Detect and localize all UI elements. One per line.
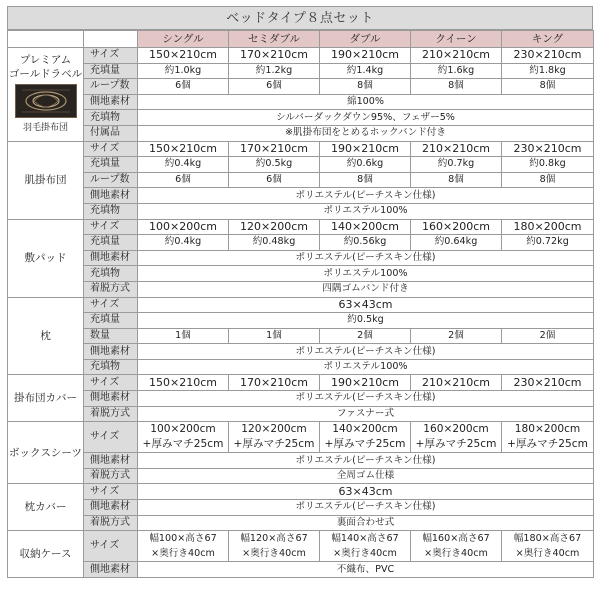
cover-size-double: 190×210cm — [320, 375, 411, 391]
attr-side-material: 側地素材 — [84, 500, 138, 516]
attr-fastening: 着脱方式 — [84, 515, 138, 531]
duvet-fill-single: 約1.0kg — [138, 63, 229, 79]
duvet-size-single: 150×210cm — [138, 48, 229, 64]
light-duvet-loops-double: 8個 — [320, 172, 411, 188]
attr-size: サイズ — [84, 484, 138, 500]
sheet-size-row — [8, 422, 594, 453]
pad-fill-row — [8, 235, 594, 251]
sheet-size-line2: +厚みマチ25cm — [142, 438, 224, 451]
attr-fill-amount: 充填量 — [84, 157, 138, 173]
pillow-cover-side-row — [8, 500, 594, 516]
pillow-cover-fastening-row — [8, 515, 594, 531]
attr-fill-amount: 充填量 — [84, 313, 138, 329]
header-blank-2 — [84, 31, 138, 48]
case-size-line2: ×奥行き40cm — [333, 548, 397, 560]
attr-loops: ループ数 — [84, 79, 138, 95]
duvet-loops-semi-double: 6個 — [229, 79, 320, 95]
attr-filling: 充填物 — [84, 110, 138, 126]
light-duvet-filling-value: ポリエステル100% — [138, 203, 594, 219]
brand-line-2: ゴールドラベル — [8, 68, 83, 81]
column-king: キング — [502, 31, 594, 48]
column-semi-double: セミダブル — [229, 31, 320, 48]
attr-fill-amount: 充填量 — [84, 63, 138, 79]
sheet-size-double — [320, 422, 411, 453]
pillow-cover-size-row — [8, 484, 594, 500]
pad-side-value: ポリエステル(ピーチスキン仕様) — [138, 250, 594, 266]
pad-size-semi-double: 120×200cm — [229, 219, 320, 235]
sheet-size-line1: 120×200cm — [241, 423, 307, 436]
sheet-fastening-value: 全周ゴム仕様 — [138, 468, 594, 484]
pillow-qty-king: 2個 — [502, 328, 594, 344]
case-size-king — [502, 531, 594, 562]
attr-size: サイズ — [84, 219, 138, 235]
attr-loops: ループ数 — [84, 172, 138, 188]
duvet-size-double: 190×210cm — [320, 48, 411, 64]
category-light-duvet: 肌掛布団 — [8, 141, 84, 219]
attr-fill-amount: 充填量 — [84, 235, 138, 251]
light-duvet-fill-queen: 約0.7kg — [411, 157, 502, 173]
spec-table — [7, 30, 594, 578]
column-queen: クイーン — [411, 31, 502, 48]
case-size-line2: ×奥行き40cm — [515, 548, 580, 560]
case-size-semi-double — [229, 531, 320, 562]
case-size-line1: 幅120×高さ67 — [240, 533, 308, 545]
pad-size-queen: 160×200cm — [411, 219, 502, 235]
duvet-fill-semi-double: 約1.2kg — [229, 63, 320, 79]
pillow-fill-value: 約0.5kg — [138, 313, 594, 329]
duvet-accessory-value: ※肌掛布団をとめるホックバンド付き — [138, 125, 594, 141]
cover-size-row — [8, 375, 594, 391]
duvet-side-value: 綿100% — [138, 94, 594, 110]
attr-size: サイズ — [84, 375, 138, 391]
case-side-value: 不織布、PVC — [138, 562, 594, 578]
case-side-row — [8, 562, 594, 578]
case-size-single — [138, 531, 229, 562]
duvet-filling-row — [8, 110, 594, 126]
cover-side-row — [8, 391, 594, 407]
duvet-size-king: 230×210cm — [502, 48, 594, 64]
cover-fastening-value: ファスナー式 — [138, 406, 594, 422]
duvet-size-queen: 210×210cm — [411, 48, 502, 64]
attr-size: サイズ — [84, 48, 138, 64]
sheet-fastening-row — [8, 468, 594, 484]
attr-filling: 充填物 — [84, 203, 138, 219]
attr-quantity: 数量 — [84, 328, 138, 344]
duvet-loops-single: 6個 — [138, 79, 229, 95]
light-duvet-fill-single: 約0.4kg — [138, 157, 229, 173]
duvet-loops-king: 8個 — [502, 79, 594, 95]
attr-side-material: 側地素材 — [84, 453, 138, 469]
sheet-size-king — [502, 422, 594, 453]
attr-fastening: 着脱方式 — [84, 468, 138, 484]
case-size-line2: ×奥行き40cm — [151, 548, 215, 560]
pad-filling-row — [8, 266, 594, 282]
attr-side-material: 側地素材 — [84, 344, 138, 360]
attr-size: サイズ — [84, 297, 138, 313]
pad-size-single: 100×200cm — [138, 219, 229, 235]
duvet-accessory-row — [8, 125, 594, 141]
light-duvet-loops-row — [8, 172, 594, 188]
duvet-fill-king: 約1.8kg — [502, 63, 594, 79]
category-name: 羽毛掛布団 — [22, 123, 68, 134]
sheet-size-queen — [411, 422, 502, 453]
cover-side-value: ポリエステル(ピーチスキン仕様) — [138, 391, 594, 407]
duvet-loops-row — [8, 79, 594, 95]
duvet-size-semi-double: 170×210cm — [229, 48, 320, 64]
brand-line-1: プレミアム — [19, 54, 72, 67]
case-size-line1: 幅100×高さ67 — [149, 533, 217, 545]
header-blank — [8, 31, 84, 48]
attr-size: サイズ — [84, 141, 138, 157]
pillow-filling-value: ポリエステル100% — [138, 359, 594, 375]
category-storage-case: 収納ケース — [8, 531, 84, 578]
pad-size-double: 140×200cm — [320, 219, 411, 235]
pillow-qty-queen: 2個 — [411, 328, 502, 344]
attr-fastening: 着脱方式 — [84, 406, 138, 422]
pillow-qty-semi-double: 1個 — [229, 328, 320, 344]
light-duvet-fill-semi-double: 約0.5kg — [229, 157, 320, 173]
light-duvet-size-single: 150×210cm — [138, 141, 229, 157]
duvet-filling-value: シルバーダックダウン95%、フェザー5% — [138, 110, 594, 126]
attr-accessory: 付属品 — [84, 125, 138, 141]
pillow-filling-row — [8, 359, 594, 375]
sheet-size-line2: +厚みマチ25cm — [415, 438, 497, 451]
attr-side-material: 側地素材 — [84, 188, 138, 204]
header-row — [8, 31, 594, 48]
pillow-cover-side-value: ポリエステル(ピーチスキン仕様) — [138, 500, 594, 516]
pad-fill-single: 約0.4kg — [138, 235, 229, 251]
category-pillow: 枕 — [8, 297, 84, 375]
sheet-size-line1: 160×200cm — [423, 423, 489, 436]
attr-size: サイズ — [84, 531, 138, 562]
case-size-line1: 幅160×高さ67 — [422, 533, 490, 545]
pillow-cover-size-value: 63×43cm — [138, 484, 594, 500]
cover-size-king: 230×210cm — [502, 375, 594, 391]
pad-fill-double: 約0.56kg — [320, 235, 411, 251]
pad-fill-king: 約0.72kg — [502, 235, 594, 251]
sheet-size-line1: 140×200cm — [332, 423, 398, 436]
attr-fastening: 着脱方式 — [84, 281, 138, 297]
pad-filling-value: ポリエステル100% — [138, 266, 594, 282]
attr-side-material: 側地素材 — [84, 250, 138, 266]
pad-size-king: 180×200cm — [502, 219, 594, 235]
duvet-fill-queen: 約1.6kg — [411, 63, 502, 79]
case-size-line2: ×奥行き40cm — [424, 548, 488, 560]
cover-size-semi-double: 170×210cm — [229, 375, 320, 391]
light-duvet-filling-row — [8, 203, 594, 219]
duvet-fill-double: 約1.4kg — [320, 63, 411, 79]
attr-side-material: 側地素材 — [84, 391, 138, 407]
category-box-sheet: ボックスシーツ — [8, 422, 84, 484]
category-duvet — [8, 48, 84, 142]
pillow-quantity-row — [8, 328, 594, 344]
attr-filling: 充填物 — [84, 266, 138, 282]
light-duvet-fill-king: 約0.8kg — [502, 157, 594, 173]
sheet-size-single — [138, 422, 229, 453]
pad-fastening-row — [8, 281, 594, 297]
pillow-side-value: ポリエステル(ピーチスキン仕様) — [138, 344, 594, 360]
sheet-side-row — [8, 453, 594, 469]
light-duvet-side-row — [8, 188, 594, 204]
pillow-side-row — [8, 344, 594, 360]
light-duvet-loops-single: 6個 — [138, 172, 229, 188]
pillow-size-value: 63×43cm — [138, 297, 594, 313]
category-mattress-pad: 敷パッド — [8, 219, 84, 297]
light-duvet-loops-queen: 8個 — [411, 172, 502, 188]
pillow-cover-fastening-value: 裏面合わせ式 — [138, 515, 594, 531]
pillow-size-row — [8, 297, 594, 313]
sheet-size-semi-double — [229, 422, 320, 453]
light-duvet-loops-semi-double: 6個 — [229, 172, 320, 188]
light-duvet-loops-king: 8個 — [502, 172, 594, 188]
pad-fill-semi-double: 約0.48kg — [229, 235, 320, 251]
light-duvet-size-queen: 210×210cm — [411, 141, 502, 157]
pillow-fill-row — [8, 313, 594, 329]
pad-fill-queen: 約0.64kg — [411, 235, 502, 251]
cover-fastening-row — [8, 406, 594, 422]
sheet-size-line1: 100×200cm — [150, 423, 216, 436]
duvet-loops-double: 8個 — [320, 79, 411, 95]
light-duvet-size-semi-double: 170×210cm — [229, 141, 320, 157]
case-size-row — [8, 531, 594, 562]
category-duvet-cover: 掛布団カバー — [8, 375, 84, 422]
gold-label-logo-icon — [15, 84, 77, 118]
cover-size-single: 150×210cm — [138, 375, 229, 391]
case-size-queen — [411, 531, 502, 562]
attr-size: サイズ — [84, 422, 138, 453]
case-size-line1: 幅140×高さ67 — [331, 533, 399, 545]
sheet-side-value: ポリエステル(ピーチスキン仕様) — [138, 453, 594, 469]
case-size-line1: 幅180×高さ67 — [513, 533, 582, 545]
light-duvet-size-row — [8, 141, 594, 157]
sheet-size-line2: +厚みマチ25cm — [233, 438, 315, 451]
duvet-size-row — [8, 48, 594, 64]
attr-side-material: 側地素材 — [84, 562, 138, 578]
case-size-line2: ×奥行き40cm — [242, 548, 306, 560]
pad-size-row — [8, 219, 594, 235]
light-duvet-side-value: ポリエステル(ピーチスキン仕様) — [138, 188, 594, 204]
duvet-loops-queen: 8個 — [411, 79, 502, 95]
page-title: ベッドタイプ８点セット — [7, 6, 593, 30]
pillow-qty-double: 2個 — [320, 328, 411, 344]
sheet-size-line2: +厚みマチ25cm — [324, 438, 406, 451]
case-size-double — [320, 531, 411, 562]
duvet-side-row — [8, 94, 594, 110]
column-double: ダブル — [320, 31, 411, 48]
sheet-size-line2: +厚みマチ25cm — [507, 438, 588, 451]
attr-filling: 充填物 — [84, 359, 138, 375]
light-duvet-size-double: 190×210cm — [320, 141, 411, 157]
pillow-qty-single: 1個 — [138, 328, 229, 344]
cover-size-queen: 210×210cm — [411, 375, 502, 391]
duvet-fill-row — [8, 63, 594, 79]
pad-side-row — [8, 250, 594, 266]
pad-fastening-value: 四隅ゴムバンド付き — [138, 281, 594, 297]
spec-sheet — [7, 6, 593, 578]
column-single: シングル — [138, 31, 229, 48]
sheet-size-line1: 180×200cm — [514, 423, 581, 436]
category-pillow-cover: 枕カバー — [8, 484, 84, 531]
light-duvet-fill-double: 約0.6kg — [320, 157, 411, 173]
light-duvet-size-king: 230×210cm — [502, 141, 594, 157]
attr-side-material: 側地素材 — [84, 94, 138, 110]
light-duvet-fill-row — [8, 157, 594, 173]
